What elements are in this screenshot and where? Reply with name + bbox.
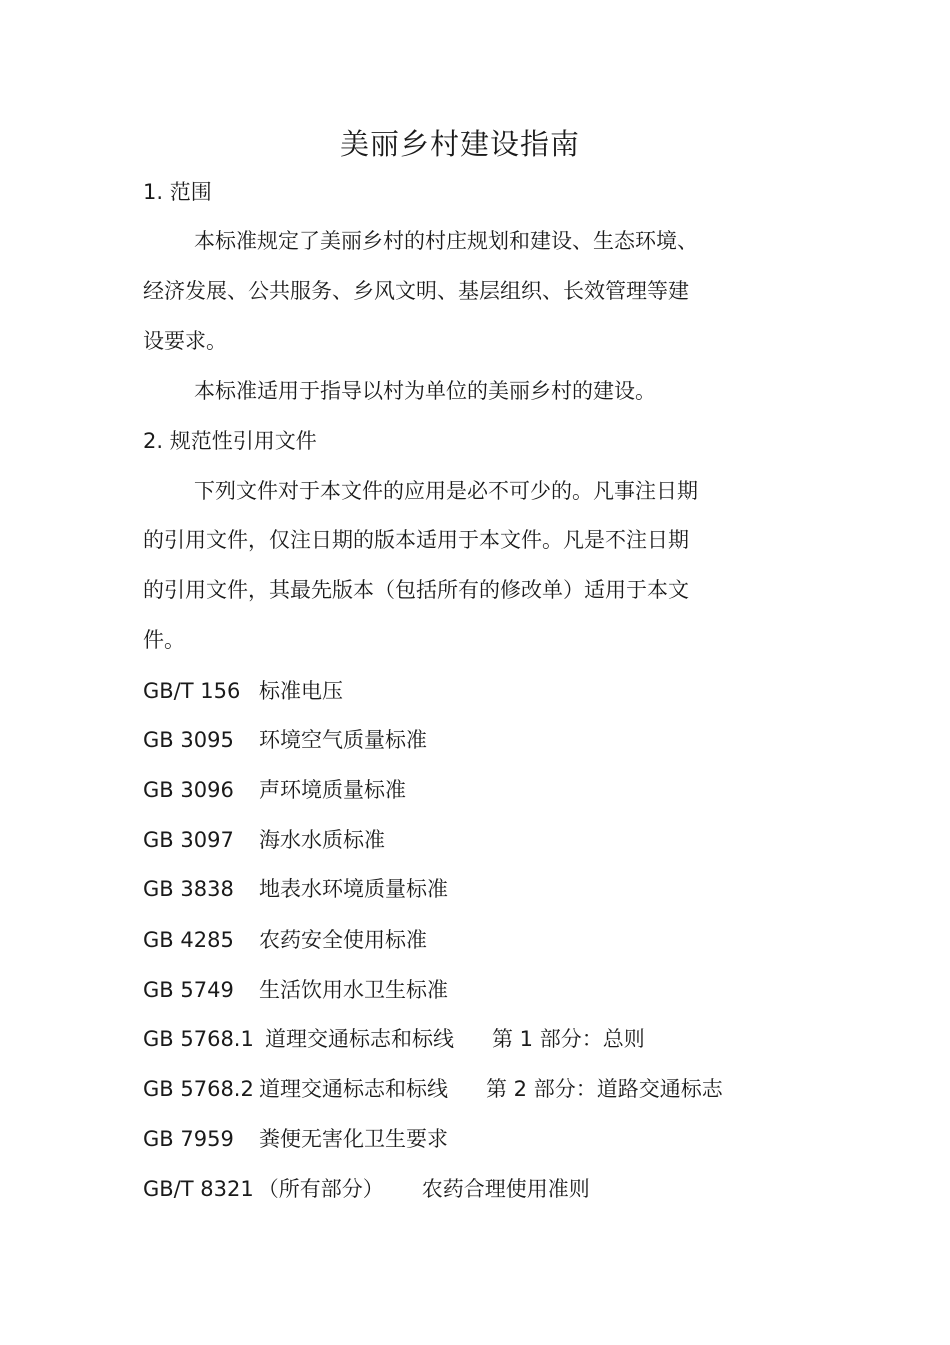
reference-code: GB 5768.2 bbox=[143, 1077, 254, 1101]
reference-item bbox=[143, 775, 406, 805]
reference-part: 第 1 部分：总则 bbox=[492, 1027, 645, 1051]
reference-item bbox=[143, 1074, 723, 1104]
reference-part: 第 2 部分：道路交通标志 bbox=[486, 1077, 723, 1101]
reference-name: 生活饮用水卫生标准 bbox=[259, 978, 448, 1002]
section-2-heading: 2. 规范性引用文件 bbox=[143, 429, 317, 453]
reference-item bbox=[143, 874, 448, 904]
references-paragraph-line-1: 下列文件对于本文件的应用是必不可少的。凡事注日期 bbox=[194, 479, 698, 503]
reference-item bbox=[143, 975, 448, 1005]
reference-code: GB/T 8321 bbox=[143, 1177, 254, 1201]
references-paragraph-line-4: 件。 bbox=[143, 628, 185, 652]
scope-paragraph-line-3: 设要求。 bbox=[143, 329, 227, 353]
reference-name: 声环境质量标准 bbox=[259, 778, 406, 802]
scope-applicability-paragraph: 本标准适用于指导以村为单位的美丽乡村的建设。 bbox=[194, 379, 656, 403]
reference-name: 地表水环境质量标准 bbox=[259, 877, 448, 901]
reference-name: 农药安全使用标准 bbox=[259, 928, 427, 952]
reference-name: 标准电压 bbox=[259, 679, 343, 703]
section-1-heading: 1. 范围 bbox=[143, 180, 212, 204]
reference-code: GB 3095 bbox=[143, 728, 234, 752]
scope-paragraph-line-2: 经济发展、公共服务、乡风文明、基层组织、长效管理等建 bbox=[143, 279, 689, 303]
reference-name: 环境空气质量标准 bbox=[259, 728, 427, 752]
references-paragraph-line-3: 的引用文件，其最先版本（包括所有的修改单）适用于本文 bbox=[143, 578, 689, 602]
reference-item bbox=[143, 825, 385, 855]
reference-code: GB/T 156 bbox=[143, 679, 241, 703]
references-paragraph-line-2: 的引用文件，仅注日期的版本适用于本文件。凡是不注日期 bbox=[143, 528, 689, 552]
scope-paragraph-line-1: 本标准规定了美丽乡村的村庄规划和建设、生态环境、 bbox=[194, 229, 698, 253]
reference-code: GB 3096 bbox=[143, 778, 234, 802]
reference-code: GB 3838 bbox=[143, 877, 234, 901]
reference-name: 粪便无害化卫生要求 bbox=[259, 1127, 448, 1151]
reference-item bbox=[143, 925, 427, 955]
reference-code: GB 5768.1 bbox=[143, 1027, 254, 1051]
reference-name: 道理交通标志和标线 bbox=[265, 1027, 454, 1051]
document-title: 美丽乡村建设指南 bbox=[339, 127, 580, 161]
reference-name: 海水水质标准 bbox=[259, 828, 385, 852]
reference-code: GB 7959 bbox=[143, 1127, 234, 1151]
reference-item bbox=[143, 1024, 645, 1054]
reference-item bbox=[143, 676, 343, 706]
reference-name: 道理交通标志和标线 bbox=[259, 1077, 448, 1101]
reference-item bbox=[143, 1124, 448, 1154]
reference-code: GB 3097 bbox=[143, 828, 234, 852]
reference-item bbox=[143, 725, 427, 755]
reference-name: 农药合理使用准则 bbox=[421, 1177, 590, 1201]
reference-item bbox=[143, 1174, 590, 1204]
reference-code: GB 5749 bbox=[143, 978, 234, 1002]
reference-qualifier: （所有部分） bbox=[257, 1177, 384, 1201]
reference-code: GB 4285 bbox=[143, 928, 234, 952]
